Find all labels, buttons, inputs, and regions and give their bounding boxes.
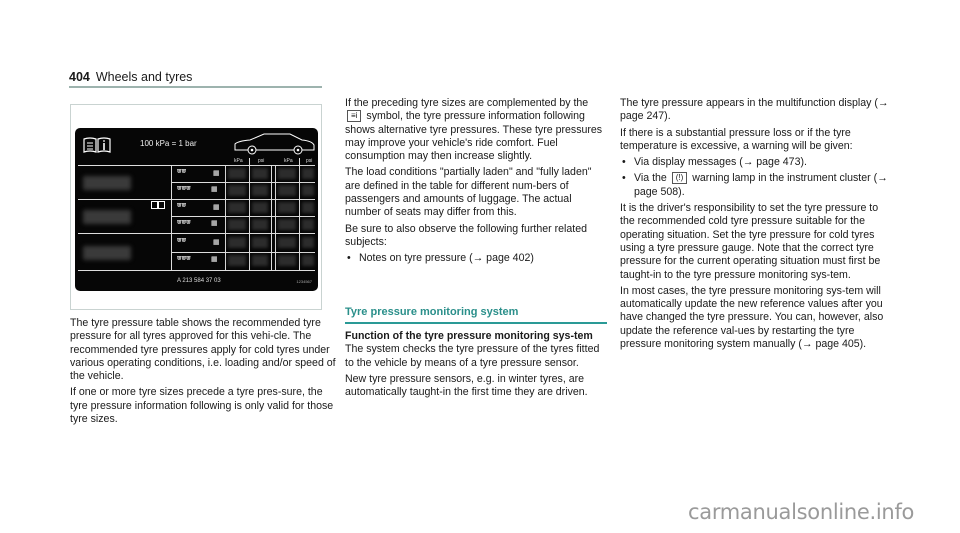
paragraph: If there is a substantial pressure loss or if the tyre temperature is excessive, a warning will be given:: [620, 126, 853, 152]
paragraph: It is the driver's responsibility to set the tyre pressure to the recommended cold tyre pressure suitable for the operating situation. Set the tyre pressure for cold tyres using a tyre pressure gauge. Note that the correct tyre pressure for the current operating situation must first be taught-in to the tyre pressure monitoring sys-tem.: [620, 202, 881, 281]
col-divider: [171, 165, 172, 270]
text: Via the: [634, 172, 667, 185]
text: symbol, the tyre pressure information following shows alternative tyre pressures. These tyre pressures may improve your vehicle's ride comfort. Fuel consumption may then increase slightly.: [345, 110, 603, 163]
paragraph: Be sure to also observe the following further related subjects:: [345, 222, 588, 248]
paragraph: The system checks the tyre pressure of the tyres fitted to the vehicle by means of a tyre pressure sensor.: [345, 343, 600, 369]
row-divider: [171, 216, 315, 217]
unit-psi-rear: psi: [306, 158, 313, 164]
paragraph: New tyre pressure sensors, e.g. in winter tyres, are automatically taught-in the first time they are driven.: [345, 372, 588, 399]
blurred-value: [302, 168, 314, 179]
column-3: [620, 97, 892, 354]
header-rule: [69, 86, 322, 88]
blurred-value: [252, 185, 268, 196]
blurred-tyre-size: [83, 210, 131, 224]
blurred-value: [278, 168, 296, 179]
blurred-value: [302, 185, 314, 196]
unit-psi-front: psi: [258, 158, 265, 164]
blurred-value: [228, 168, 246, 179]
section-heading: Tyre pressure monitoring system: [345, 306, 607, 324]
text: If the preceding tyre sizes are complemented by the: [345, 97, 589, 109]
passengers-icon: ⩐⩐: [177, 168, 187, 175]
page-number: 404: [69, 70, 90, 84]
luggage-icon: ▦: [213, 239, 220, 246]
luggage-icon: ▦: [213, 204, 220, 211]
unit-kpa-rear: kPa: [284, 158, 293, 164]
luggage-icon: ▦: [213, 170, 220, 177]
col-divider: [299, 158, 300, 270]
passengers-icon: ⩐⩐: [177, 237, 187, 244]
blurred-value: [228, 185, 246, 196]
blurred-value: [302, 237, 314, 248]
blurred-value: [278, 237, 296, 248]
link-paragraph-page-247[interactable]: The tyre pressure appears in the multifunction display (→ page 247).: [620, 97, 889, 123]
part-number: A 213 584 37 03: [177, 278, 221, 284]
section-title: Wheels and tyres: [95, 70, 193, 84]
blurred-value: [252, 202, 268, 213]
label-id: 1234567: [296, 279, 312, 284]
col-divider: [275, 165, 276, 270]
blurred-tyre-size: [83, 176, 131, 190]
row-divider: [78, 233, 315, 234]
link-display-messages[interactable]: • Via display messages (→ page 473).: [620, 156, 892, 169]
link-notes-tyre-pressure[interactable]: • Notes on tyre pressure (→ page 402): [345, 252, 607, 265]
book-info-icon: ≡i: [347, 110, 361, 122]
col-divider: [271, 165, 272, 270]
book-info-icon: [151, 201, 165, 209]
row-divider: [78, 199, 315, 200]
text: warning lamp in the instrument cluster (→ page 508).: [634, 172, 888, 198]
paragraph: If one or more tyre sizes precede a tyre pres-sure, the tyre pressure information following is only valid for those tyre sizes.: [70, 386, 334, 426]
luggage-icon: ▦: [211, 256, 218, 263]
blurred-value: [302, 255, 314, 266]
kpa-conversion: 100 kPa = 1 bar: [140, 139, 197, 148]
page-header: [69, 70, 192, 84]
tyre-pressure-label: [75, 128, 318, 291]
row-divider: [171, 182, 315, 183]
tyre-pressure-warning-icon: (!): [672, 172, 688, 184]
blurred-value: [228, 219, 246, 230]
blurred-value: [278, 255, 296, 266]
book-info-icon: [83, 137, 111, 153]
passengers-icon: ⩐⩐⩐: [177, 185, 191, 192]
luggage-icon: ▦: [211, 220, 218, 227]
passengers-icon: ⩐⩐: [177, 202, 187, 209]
blurred-value: [228, 237, 246, 248]
column-2-section: [345, 330, 607, 402]
blurred-value: [252, 237, 268, 248]
blurred-value: [278, 219, 296, 230]
unit-kpa-front: kPa: [234, 158, 243, 164]
column-1: [70, 317, 338, 429]
paragraph: [345, 97, 607, 163]
col-divider: [249, 158, 250, 270]
blurred-tyre-size: [83, 246, 131, 260]
link-paragraph-page-405[interactable]: In most cases, the tyre pressure monitoring sys-tem will automatically update the new reference values after you have changed the tyre pressure. You can, however, also update the reference val-ues by restarting the tyre pressure monitoring system manually (→ page 405).: [620, 284, 884, 351]
blurred-value: [252, 255, 268, 266]
car-outline-icon: [232, 132, 318, 158]
blurred-value: [278, 202, 296, 213]
row-divider: [78, 270, 315, 271]
luggage-icon: ▦: [211, 186, 218, 193]
passengers-icon: ⩐⩐⩐: [177, 219, 191, 226]
paragraph: The tyre pressure table shows the recommended tyre pressure for all tyres approved for this vehi-cle. The recommended tyre pressures apply for cold tyres under various operating conditions, i.e. loading and/or speed of the vehicle.: [70, 317, 336, 383]
col-divider: [225, 165, 226, 270]
row-divider: [171, 252, 315, 253]
blurred-value: [302, 202, 314, 213]
paragraph: The load conditions "partially laden" and "fully laden" are defined in the table for different num-bers of passengers and amounts of luggage. The actual number of seats may differ from this.: [345, 166, 592, 219]
blurred-value: [278, 185, 296, 196]
blurred-value: [252, 219, 268, 230]
watermark: carmanualsonline.info: [688, 500, 915, 524]
blurred-value: [228, 202, 246, 213]
blurred-value: [252, 168, 268, 179]
passengers-icon: ⩐⩐⩐: [177, 255, 191, 262]
link-warning-lamp[interactable]: [620, 172, 892, 199]
subheading: Function of the tyre pressure monitoring sys-tem: [345, 330, 593, 342]
tyre-pressure-label-figure: [70, 104, 322, 310]
blurred-value: [302, 219, 314, 230]
row-divider: [78, 165, 315, 166]
blurred-value: [228, 255, 246, 266]
column-2: [345, 97, 607, 269]
